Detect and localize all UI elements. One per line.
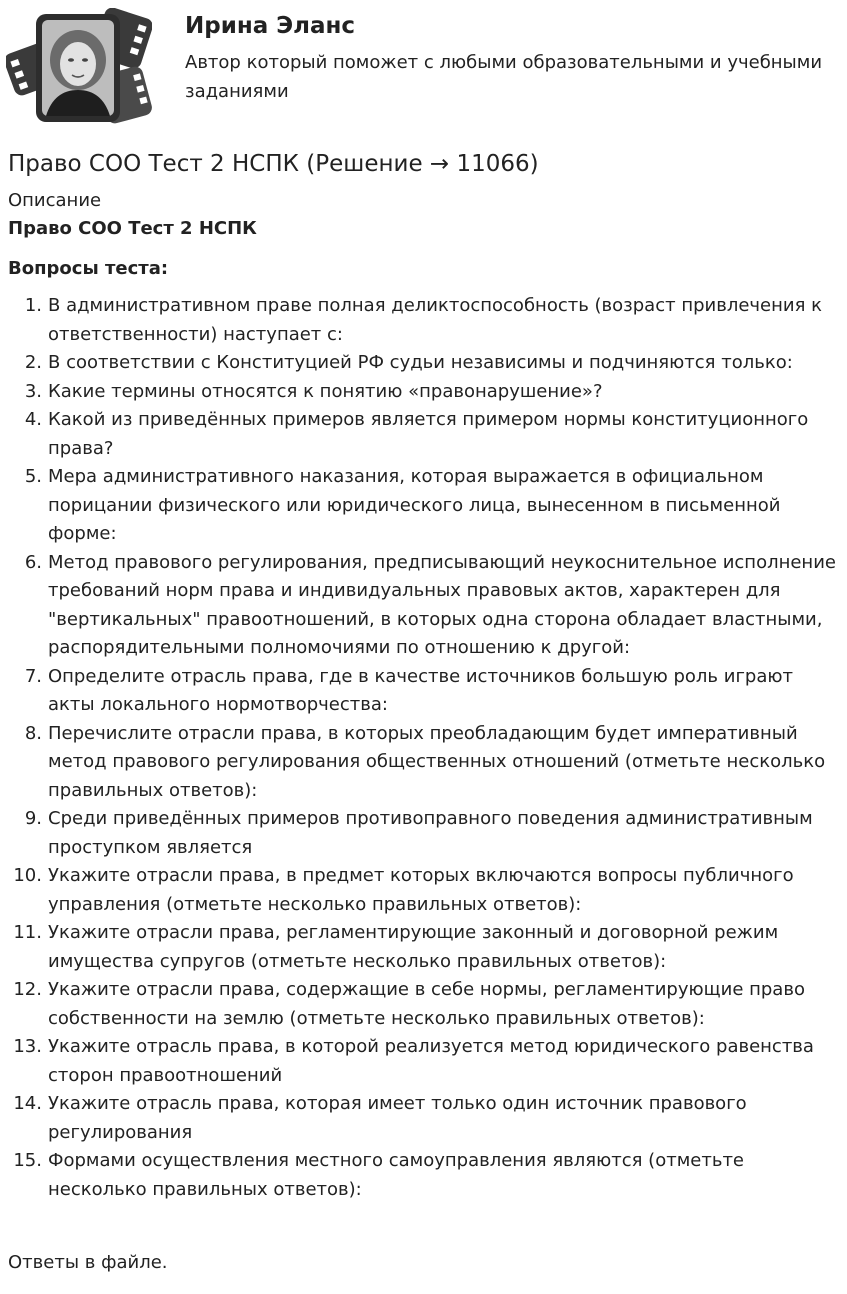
question-text: Метод правового регулирования, предписывающий неукоснительное исполнение требований норм права и индивидуальных правовых актов, характерен для "вертикальных" правоотношений, в которых одна сторона обладает властными, распорядительными полномочиями по отношению к другой: [48, 551, 836, 658]
question-item-11 [0, 919, 847, 976]
question-number: 6. [24, 551, 42, 573]
subject-title: Право СОО Тест 2 НСПК [8, 218, 257, 239]
question-text: Формами осуществления местного самоуправления являются (отметьте несколько правильных ответов): [48, 1150, 745, 1200]
question-text: Укажите отрасль права, в которой реализуется метод юридического равенства сторон правоотношений [48, 1036, 814, 1086]
question-number: 15. [13, 1150, 42, 1171]
question-text: В соответствии с Конституцией РФ судьи независимы и подчиняются только: [48, 352, 793, 373]
question-text: Мера административного наказания, которая выражается в официальном порицании физического или юридического лица, вынесенном в письменной форме: [48, 466, 781, 544]
question-item-15 [0, 1147, 847, 1204]
question-item-8 [0, 720, 847, 806]
question-text: Какой из приведённых примеров является примером нормы конституционного права? [48, 409, 809, 459]
question-text: Укажите отрасли права, в предмет которых включаются вопросы публичного управления (отметьте несколько правильных ответов): [48, 865, 794, 915]
question-number: 5. [24, 466, 42, 487]
questions-heading: Вопросы теста: [8, 258, 169, 279]
question-text: Перечислите отрасли права, в которых преобладающим будет императивный метод правового регулирования общественных отношений (отметьте несколько правильных ответов): [48, 722, 826, 801]
question-text: В административном праве полная деликтоспособность (возраст привлечения к ответственности) наступает с: [48, 295, 822, 345]
author-avatar[interactable] [6, 8, 152, 128]
question-number: 10. [13, 865, 42, 886]
question-item-9 [0, 805, 847, 862]
question-item-2 [0, 349, 847, 378]
question-number: 11. [13, 922, 42, 943]
question-text: Среди приведённых примеров противоправного поведения административным проступком является [48, 808, 813, 858]
question-item-5 [0, 463, 847, 549]
question-number: 13. [13, 1036, 42, 1057]
page-title: Право СОО Тест 2 НСПК (Решение → 11066) [8, 151, 539, 177]
question-text: Укажите отрасли права, регламентирующие законный и договорной режим имущества супругов (отметьте несколько правильных ответов): [48, 922, 779, 972]
question-number: 9. [24, 808, 42, 829]
question-text: Какие термины относятся к понятию «правонарушение»? [48, 380, 603, 402]
question-number: 7. [24, 665, 42, 687]
portrait-photo [36, 14, 120, 122]
author-name[interactable]: Ирина Эланс [185, 13, 356, 39]
question-number: 12. [13, 979, 42, 1000]
answers-note: Ответы в файле. [8, 1252, 168, 1273]
question-text: Определите отрасль права, где в качестве источников большую роль играют акты локального нормотворчества: [48, 665, 794, 715]
question-item-1 [0, 292, 847, 349]
description-label: Описание [8, 190, 102, 211]
question-number: 3. [24, 380, 42, 402]
author-card [0, 0, 847, 135]
question-item-4 [0, 406, 847, 463]
question-number: 4. [24, 409, 42, 430]
question-number: 1. [24, 295, 42, 316]
author-description: Автор который поможет с любыми образовательными и учебными заданиями [185, 52, 823, 102]
question-item-6 [0, 549, 847, 663]
question-list [0, 292, 847, 1204]
question-item-13 [0, 1033, 847, 1090]
question-item-14 [0, 1090, 847, 1147]
question-item-10 [0, 862, 847, 919]
question-item-3 [0, 378, 847, 407]
question-number: 8. [24, 722, 42, 744]
question-text: Укажите отрасль права, которая имеет только один источник правового регулирования [48, 1093, 747, 1143]
question-item-12 [0, 976, 847, 1033]
question-item-7 [0, 663, 847, 720]
question-number: 14. [13, 1093, 42, 1114]
question-text: Укажите отрасли права, содержащие в себе нормы, регламентирующие право собственности на землю (отметьте несколько правильных ответов): [48, 979, 805, 1029]
question-number: 2. [24, 352, 42, 373]
